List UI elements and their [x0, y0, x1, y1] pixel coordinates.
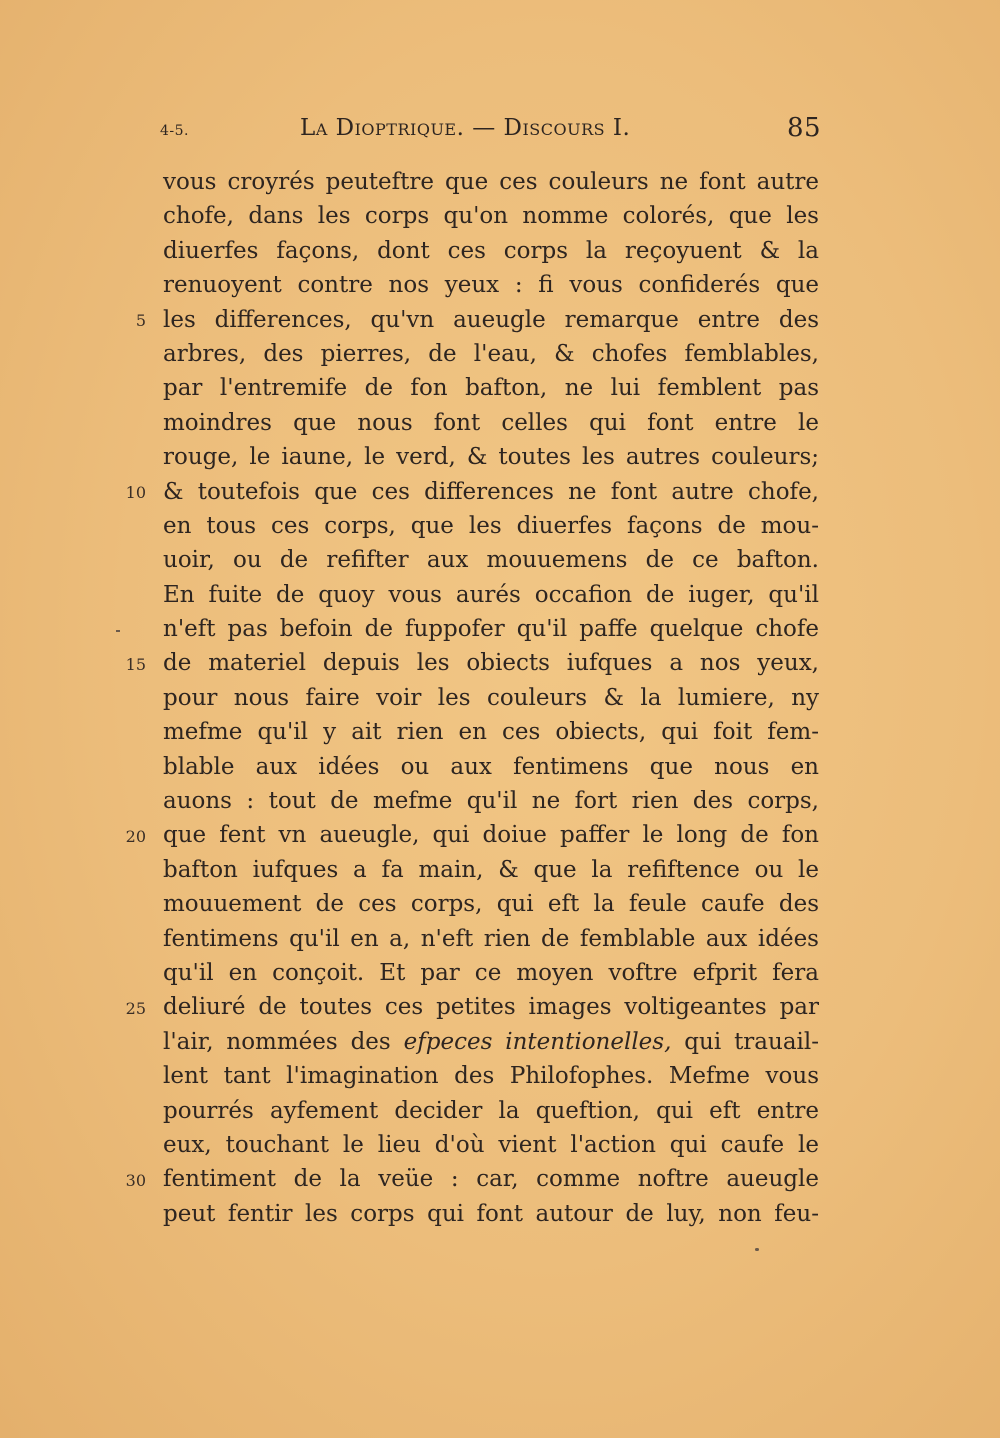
line-number: 5: [135, 311, 146, 330]
text-line: diuerfes façons, dont ces corps la reçoyuent & la: [163, 237, 819, 264]
text-line: fentimens qu'il en a, n'eft rien de femblable aux idées: [163, 925, 819, 952]
text-line: n'eft pas befoin de fuppofer qu'il paffe quelque chofe: [163, 616, 819, 643]
text-line: uoir, ou de refifter aux mouuemens de ce bafton.: [163, 547, 819, 574]
signature-mark: [755, 1248, 759, 1251]
text-line: eux, touchant le lieu d'où vient l'action qui caufe le: [163, 1131, 819, 1158]
line-number: 25: [125, 999, 146, 1018]
text-line: auons : tout de mefme qu'il ne fort rien des corps,: [163, 788, 819, 815]
text-line-with-italic: [163, 1025, 819, 1059]
text-line: arbres, des pierres, de l'eau, & chofes femblables,: [163, 340, 819, 367]
running-title: La Dioptrique. — Discours I.: [300, 115, 631, 141]
margin-mark: [116, 630, 120, 632]
text-line: vous croyrés peuteftre que ces couleurs ne font autre: [163, 169, 819, 195]
body-text: [163, 165, 819, 1231]
text-line: renuoyent contre nos yeux : fi vous confiderés que: [163, 272, 819, 299]
text-line: lent tant l'imagination des Philofophes. Mefme vous: [163, 1063, 819, 1090]
line-number: 20: [125, 827, 146, 846]
text-line: rouge, le iaune, le verd, & toutes les autres couleurs;: [163, 444, 819, 471]
text-line: pour nous faire voir les couleurs & la lumiere, ny: [163, 684, 819, 711]
text-line: deliuré de toutes ces petites images voltigeantes par: [163, 994, 819, 1021]
text-line: mefme qu'il y ait rien en ces obiects, qui foit fem-: [163, 719, 819, 746]
text-line: en tous ces corps, que les diuerfes façons de mou-: [163, 512, 819, 539]
text-line: mouuement de ces corps, qui eft la feule caufe des: [163, 891, 819, 918]
text-line: par l'entremife de fon bafton, ne lui femblent pas: [163, 375, 819, 402]
line-number: 10: [125, 483, 146, 502]
line-number: 15: [125, 655, 146, 674]
text-line: moindres que nous font celles qui font entre le: [163, 409, 819, 436]
line-number-margin: [0, 0, 160, 1438]
text-line: chofe, dans les corps qu'on nomme colorés, que les: [163, 203, 819, 230]
line-number: 30: [125, 1171, 146, 1190]
text-line: pourrés ayfement decider la queftion, qui eft entre: [163, 1097, 819, 1124]
text-line: de materiel depuis les obiects iufques a nos yeux,: [163, 650, 819, 677]
text-line: & toutefois que ces differences ne font autre chofe,: [163, 478, 819, 505]
text-line: bafton iufques a fa main, & que la refiftence ou le: [163, 856, 819, 883]
page-number: 85: [787, 113, 822, 143]
text-line: blable aux idées ou aux fentimens que nous en: [163, 753, 819, 780]
text-line: que fent vn aueugle, qui doiue paffer le long de fon: [163, 822, 819, 849]
italic-term: efpeces intentionelles,: [403, 1028, 672, 1055]
page-range: 4-5.: [160, 123, 189, 139]
text-line: qu'il en conçoit. Et par ce moyen voftre efprit fera: [163, 959, 819, 986]
text-line: fentiment de la veüe : car, comme noftre aueugle: [163, 1166, 819, 1193]
text-line: peut fentir les corps qui font autour de luy, non feu-: [163, 1200, 819, 1227]
line-segment: l'air, nommées des: [163, 1028, 391, 1055]
line-segment: qui trauail-: [684, 1028, 820, 1055]
text-line: En fuite de quoy vous aurés occafion de iuger, qu'il: [163, 581, 819, 608]
text-line: les differences, qu'vn aueugle remarque entre des: [163, 306, 819, 333]
